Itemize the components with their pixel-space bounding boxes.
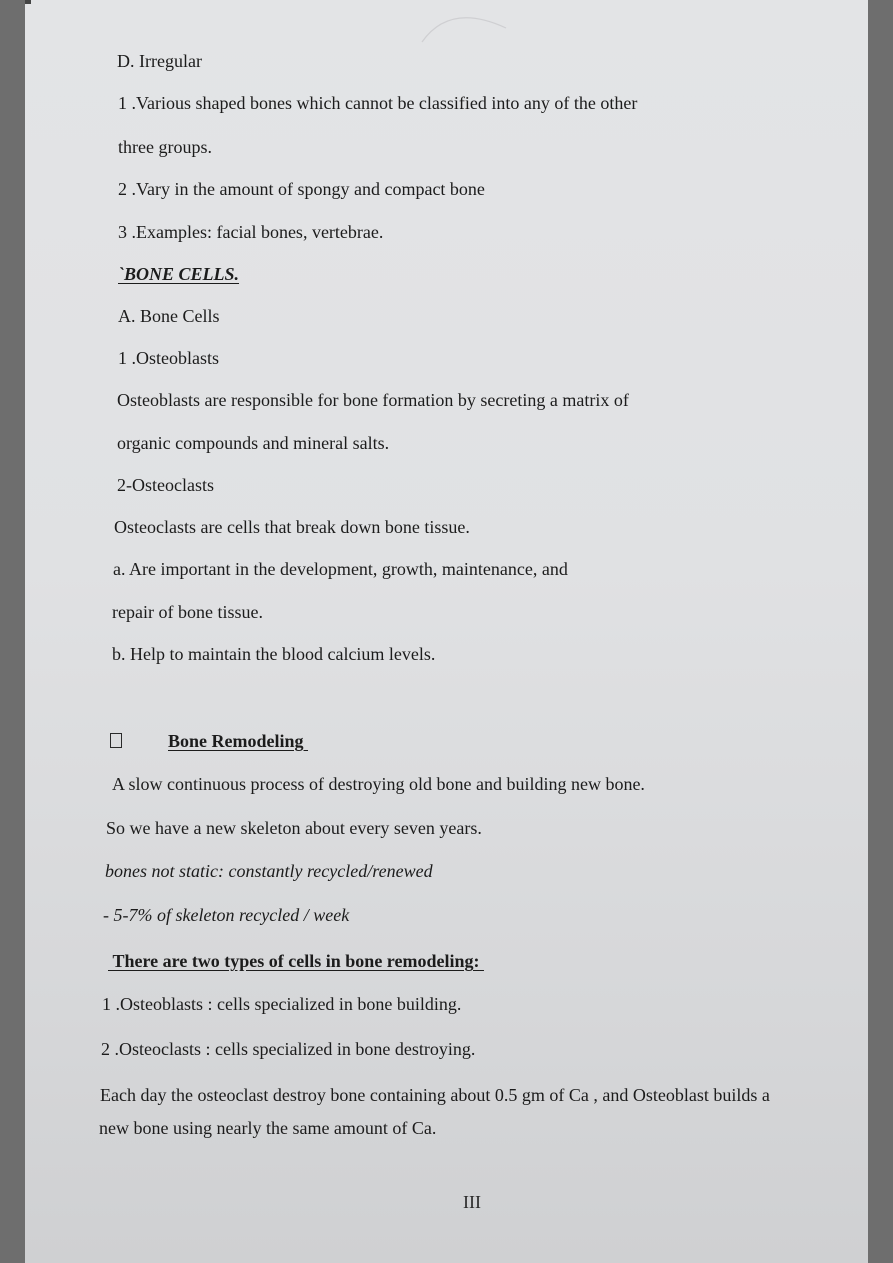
page-number: III <box>463 1192 481 1212</box>
irregular-point1-line2: three groups. <box>118 137 212 157</box>
osteoclasts-point-b: b. Help to maintain the blood calcium levels. <box>112 644 436 664</box>
document-page <box>25 0 868 1263</box>
bone-remodeling-heading <box>110 730 308 752</box>
osteoclasts-point-a-line1: a. Are important in the development, growth, maintenance, and <box>113 559 568 579</box>
remodeling-cells-heading <box>108 950 484 972</box>
osteoblasts-desc-line1: Osteoblasts are responsible for bone formation by secreting a matrix of <box>117 390 629 410</box>
remodeling-line1: A slow continuous process of destroying old bone and building new bone. <box>112 774 645 794</box>
irregular-heading: D. Irregular <box>117 51 202 71</box>
remodeling-cells-heading-text: There are two types of cells in bone remodeling: <box>112 951 480 971</box>
bone-remodeling-title: Bone Remodeling <box>168 731 304 751</box>
bone-cells-section-title: `BONE CELLS. <box>118 264 240 284</box>
faint-curve-mark <box>420 6 510 46</box>
irregular-point1-line1: 1 .Various shaped bones which cannot be classified into any of the other <box>118 93 638 113</box>
remodeling-daily-line2: new bone using nearly the same amount of Ca. <box>99 1118 437 1138</box>
osteoblasts-title: 1 .Osteoblasts <box>118 348 219 368</box>
bone-cells-subheading: A. Bone Cells <box>118 306 220 326</box>
remodeling-line2: So we have a new skeleton about every seven years. <box>106 818 482 838</box>
osteoclasts-desc: Osteoclasts are cells that break down bone tissue. <box>114 517 470 537</box>
osteoclasts-title: 2-Osteoclasts <box>117 475 214 495</box>
remodeling-line4: - 5-7% of skeleton recycled / week <box>103 905 350 925</box>
corner-mark <box>25 0 31 4</box>
osteoblasts-desc-line2: organic compounds and mineral salts. <box>117 433 390 453</box>
remodeling-cell2: 2 .Osteoclasts : cells specialized in bone destroying. <box>101 1039 476 1059</box>
irregular-point2: 2 .Vary in the amount of spongy and compact bone <box>118 179 485 199</box>
remodeling-daily-line1: Each day the osteoclast destroy bone containing about 0.5 gm of Ca , and Osteoblast builds a <box>100 1085 770 1105</box>
checkbox-bullet-icon <box>110 733 122 748</box>
remodeling-cell1: 1 .Osteoblasts : cells specialized in bone building. <box>102 994 462 1014</box>
remodeling-line3: bones not static: constantly recycled/renewed <box>105 861 433 881</box>
irregular-point3: 3 .Examples: facial bones, vertebrae. <box>118 222 384 242</box>
osteoclasts-point-a-line2: repair of bone tissue. <box>112 602 263 622</box>
